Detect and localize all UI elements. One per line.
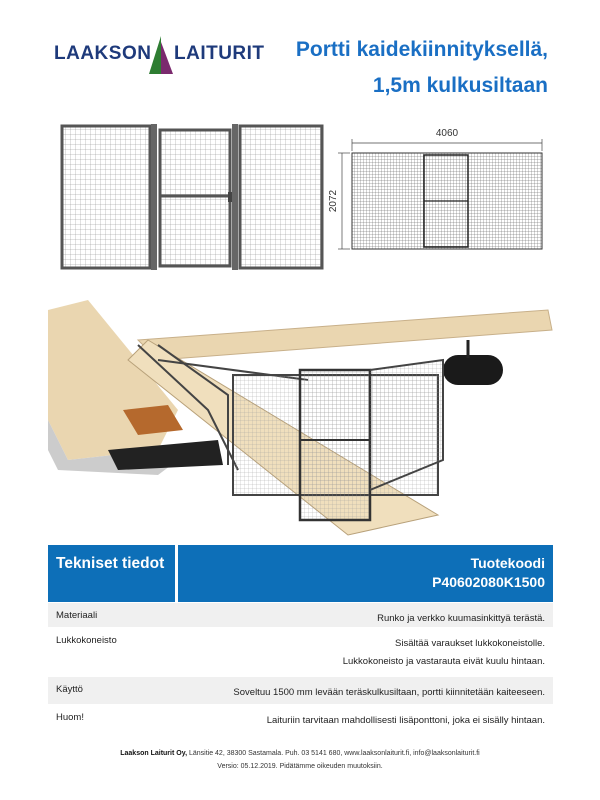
footer-contact-text: Länsitie 42, 38300 Sastamala. Puh. 03 5141 680, www.laaksonlaiturit.fi, info@laaksonlaiturit.fi	[187, 750, 480, 757]
row-label: Huom!	[56, 712, 84, 723]
table-row-lock	[48, 628, 553, 676]
row-value	[343, 635, 545, 671]
page-title-line1: Portti kaidekiinnityksellä,	[295, 38, 548, 61]
width-dimension-label: 4060	[435, 128, 459, 139]
row-value: Soveltuu 1500 mm levään teräskulkusiltaan, portti kiinnitetään kaiteeseen.	[233, 687, 545, 698]
logo-mark-icon	[147, 34, 175, 74]
logo-text-right: LAITURIT	[174, 43, 265, 64]
tech-specs-heading: Tekniset tiedot	[48, 545, 175, 602]
product-code-value: P40602080K1500	[432, 574, 545, 590]
row-label: Materiaali	[56, 610, 98, 621]
table-row-material	[48, 603, 553, 627]
product-code-label: Tuotekoodi	[470, 555, 545, 571]
tech-table-header	[48, 545, 553, 602]
row-label: Käyttö	[56, 684, 83, 695]
logo-text-left: LAAKSON	[54, 43, 152, 64]
footer-company: Laakson Laiturit Oy,	[120, 750, 188, 757]
product-code-cell	[178, 545, 553, 602]
gate-render-image	[60, 124, 325, 272]
footer-contact	[0, 750, 600, 757]
table-row-note	[48, 705, 553, 732]
row-value-line2: Lukkokoneisto ja vastarauta eivät kuulu hintaan.	[342, 656, 545, 667]
footer-version: Versio: 05.12.2019. Pidätämme oikeuden muutoksiin.	[217, 763, 383, 770]
row-value: Laituriin tarvitaan mahdollisesti lisäponttoni, joka ei sisälly hintaan.	[266, 715, 545, 726]
page-title-line2: 1,5m kulkusiltaan	[372, 74, 548, 97]
dimension-drawing	[330, 123, 545, 253]
company-logo	[54, 34, 269, 74]
row-value-line1: Sisältää varaukset lukkokoneistolle.	[395, 638, 545, 649]
height-dimension-label: 2072	[328, 189, 339, 213]
row-label: Lukkokoneisto	[56, 635, 117, 646]
installation-render-image	[48, 300, 552, 540]
row-value: Runko ja verkko kuumasinkittyä terästä.	[377, 613, 545, 624]
table-row-usage	[48, 677, 553, 704]
